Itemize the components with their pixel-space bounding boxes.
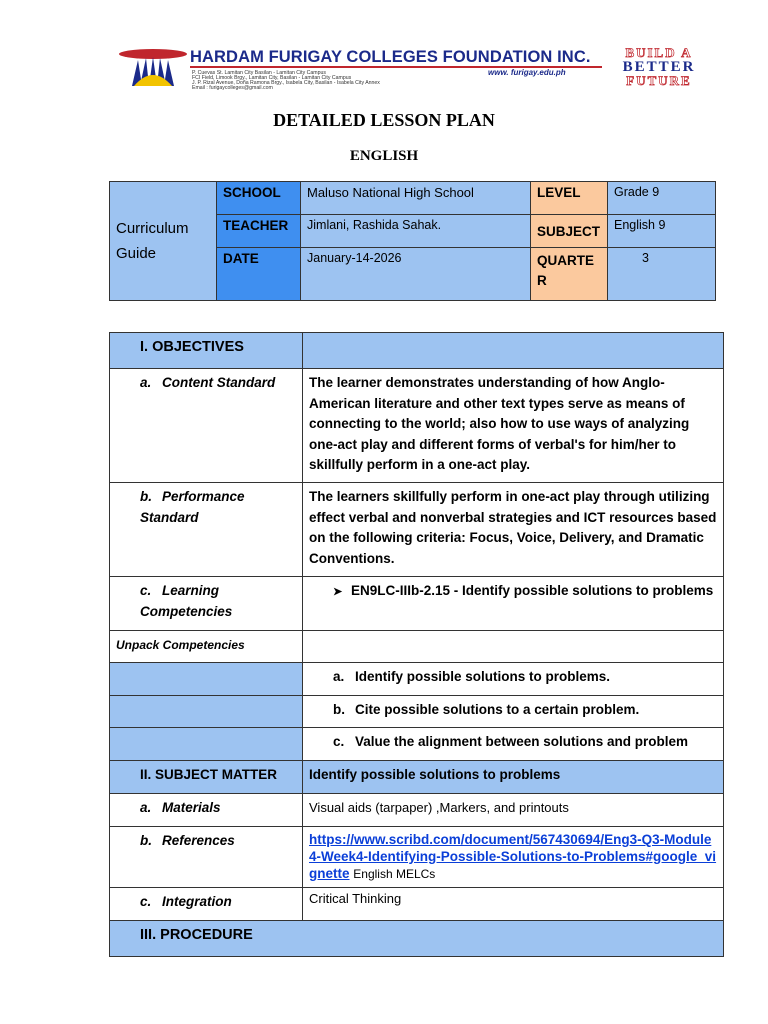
address-line: P. Cuevas St. Lamitan City Basilan - Lamitan City Campus — [192, 70, 326, 76]
unpacked-item — [303, 728, 724, 761]
page-title: DETAILED LESSON PLAN — [273, 110, 495, 130]
references-extra: English MELCs — [353, 867, 436, 881]
item-number: a. — [140, 800, 152, 815]
quarter-label: QUARTE R — [531, 248, 608, 301]
page-subtitle: ENGLISH — [349, 148, 419, 164]
quarter-value: 3 — [608, 248, 716, 301]
subject-label: SUBJECT — [531, 215, 608, 248]
references-cell — [303, 827, 724, 888]
empty-cell — [110, 728, 303, 761]
date-label: DATE — [217, 248, 301, 301]
empty-cell — [303, 333, 724, 369]
item-text: Identify possible solutions to problems. — [355, 669, 611, 684]
section-objectives: I. OBJECTIVES — [110, 333, 303, 369]
item-number: a. — [333, 669, 345, 684]
content-standard-label — [110, 369, 303, 483]
item-label: Learning Competencies — [140, 583, 233, 619]
item-number: b. — [140, 489, 152, 504]
address-line: Email : furigaycolleges@gmail.com — [192, 85, 273, 91]
item-label: Performance Standard — [140, 489, 245, 525]
college-name: HARDAM FURIGAY COLLEGES FOUNDATION INC. — [190, 48, 591, 66]
college-logo-icon — [118, 46, 188, 88]
competency-text: EN9LC-IIIb-2.15 - Identify possible solutions to problems — [351, 583, 714, 598]
info-table — [109, 181, 716, 301]
integration-label — [110, 888, 303, 921]
teacher-label: TEACHER — [217, 215, 301, 248]
item-number: c. — [140, 583, 152, 598]
item-number: c. — [333, 734, 345, 749]
learning-competencies-label — [110, 577, 303, 631]
subject-matter-topic: Identify possible solutions to problems — [303, 761, 724, 794]
learning-competency — [303, 577, 724, 631]
date-value: January-14-2026 — [301, 248, 531, 301]
item-number: b. — [333, 702, 345, 717]
empty-cell — [303, 631, 724, 663]
address-line: J. P. Rizal Avenue, Doña Ramona Brgy., Isabela City, Basilan - Isabela City Annex — [192, 80, 380, 86]
empty-cell — [110, 663, 303, 696]
teacher-value: Jimlani, Rashida Sahak. — [301, 215, 531, 248]
item-text: Value the alignment between solutions and problem — [355, 734, 689, 749]
empty-cell — [110, 696, 303, 728]
references-label — [110, 827, 303, 888]
materials-text: Visual aids (tarpaper) ,Markers, and printouts — [303, 794, 724, 827]
integration-text: Critical Thinking — [303, 888, 724, 921]
lesson-table — [109, 332, 724, 957]
item-label: References — [162, 833, 235, 848]
unpacked-item — [303, 696, 724, 728]
item-label: Integration — [162, 894, 232, 909]
unpacked-item — [303, 663, 724, 696]
unpack-competencies-label: Unpack Competencies — [110, 631, 303, 663]
item-number: b. — [140, 833, 152, 848]
item-number: a. — [140, 375, 152, 390]
item-number: c. — [140, 894, 152, 909]
website: www. furigay.edu.ph — [488, 68, 566, 77]
item-label: Materials — [162, 800, 221, 815]
level-value: Grade 9 — [608, 182, 716, 215]
performance-standard-label — [110, 483, 303, 577]
item-text: Cite possible solutions to a certain problem. — [355, 702, 640, 717]
section-subject-matter: II. SUBJECT MATTER — [110, 761, 303, 794]
letterhead — [118, 44, 718, 94]
school-label: SCHOOL — [217, 182, 301, 215]
slogan-line: BETTER — [622, 59, 696, 75]
slogan — [604, 46, 714, 90]
item-label: Content Standard — [162, 375, 276, 390]
section-procedure: III. PROCEDURE — [110, 921, 724, 957]
address-line: FCI Field, Limook Brgy., Lamitan City, Basilan - Lamitan City Campus — [192, 75, 352, 81]
slogan-line: FUTURE — [626, 73, 692, 88]
school-value: Maluso National High School — [301, 182, 531, 215]
curriculum-guide-label: Curriculum Guide — [110, 182, 217, 301]
slogan-line: BUILD A — [625, 45, 693, 60]
level-label: LEVEL — [531, 182, 608, 215]
materials-label — [110, 794, 303, 827]
content-standard-text: The learner demonstrates understanding of how Anglo-American literature and other text types serve as means of connecting to the world; also how to use ways of analyzing one-act play and different forms of verbal's for him/her to skillfully perform in a one-act play. — [303, 369, 724, 483]
references-link[interactable]: https://www.scribd.com/document/567430694/Eng3-Q3-Module4-Week4-Identifying-Possible-Solutions-to-Problems#google_vignette — [309, 832, 717, 881]
performance-standard-text: The learners skillfully perform in one-act play through utilizing effect verbal and nonverbal strategies and ICT resources based on the following criteria: Focus, Voice, Delivery, and Dramatic Conventions. — [303, 483, 724, 577]
arrow-bullet-icon: ➤ — [333, 586, 343, 598]
subject-value: English 9 — [608, 215, 716, 248]
